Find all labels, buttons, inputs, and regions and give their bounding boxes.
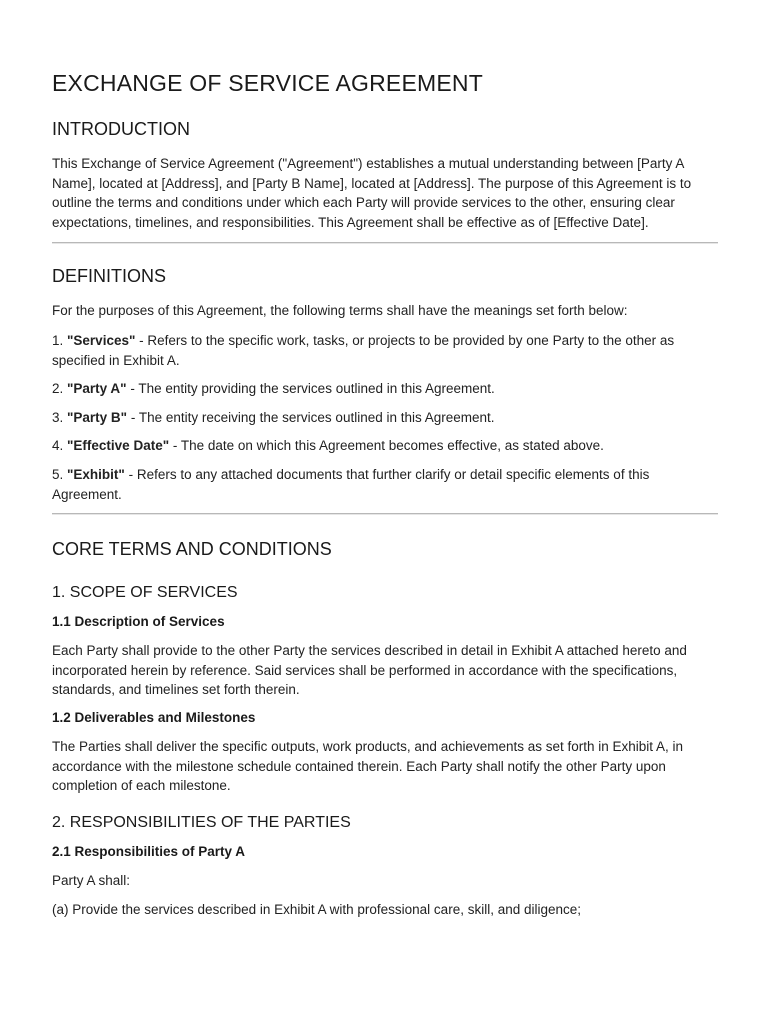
definition-term: "Services" bbox=[67, 332, 136, 348]
definitions-section bbox=[52, 266, 718, 504]
section-divider bbox=[52, 242, 718, 244]
definition-item bbox=[52, 436, 718, 456]
party-a-lead: Party A shall: bbox=[52, 872, 131, 888]
description-of-services-text: Each Party shall provide to the other Party the services described in detail in Exhibit A attached hereto and incorporated herein by reference. Said services shall be performed in accordance with the specifications, standards, and timelines set forth therein. bbox=[52, 643, 687, 698]
definition-item bbox=[52, 379, 718, 399]
definition-number: 1. bbox=[52, 332, 68, 348]
deliverables-text: The Parties shall deliver the specific outputs, work products, and achievements as set forth in Exhibit A, in accordance with the milestone schedule contained therein. Each Party shall notify the other Party upon completion of each milestone. bbox=[52, 738, 684, 794]
responsibilities-heading: 2. RESPONSIBILITIES OF THE PARTIES bbox=[52, 813, 351, 831]
definition-term: "Effective Date" bbox=[67, 438, 170, 454]
introduction-heading: INTRODUCTION bbox=[52, 119, 190, 139]
document-title: EXCHANGE OF SERVICE AGREEMENT bbox=[52, 70, 483, 96]
definition-number: 4. bbox=[52, 438, 68, 454]
definition-item bbox=[52, 465, 718, 504]
definition-item bbox=[52, 408, 718, 428]
core-terms-heading: CORE TERMS AND CONDITIONS bbox=[52, 539, 332, 560]
party-a-item-a: (a) Provide the services described in Exhibit A with professional care, skill, and diligence; bbox=[52, 902, 582, 918]
definitions-heading: DEFINITIONS bbox=[52, 266, 167, 287]
definition-text: - Refers to any attached documents that further clarify or detail specific elements of this Agreement. bbox=[52, 466, 650, 502]
definition-number: 2. bbox=[52, 381, 68, 397]
definition-text: - Refers to the specific work, tasks, or projects to be provided by one Party to the other as specified in Exhibit A. bbox=[52, 332, 675, 368]
introduction-text: This Exchange of Service Agreement ("Agreement") establishes a mutual understanding between [Party A Name], located at [Address], and [Party B Name], located at [Address]. The purpose of this Agreement is to outline the terms and conditions under which each Party will provide services to the other, ensuring clear expectations, timelines, and responsibilities. This Agreement shall be effective as of [Effective Date]. bbox=[52, 156, 692, 230]
introduction-section bbox=[52, 119, 718, 232]
definition-text: - The entity receiving the services outlined in this Agreement. bbox=[127, 409, 495, 425]
section-divider bbox=[52, 513, 718, 515]
definition-item bbox=[52, 331, 718, 370]
scope-heading: 1. SCOPE OF SERVICES bbox=[52, 584, 238, 602]
core-terms-section bbox=[52, 539, 718, 920]
definition-term: "Party A" bbox=[67, 381, 127, 397]
definitions-lead: For the purposes of this Agreement, the following terms shall have the meanings set forth below: bbox=[52, 303, 628, 319]
party-a-responsibilities-heading: 2.1 Responsibilities of Party A bbox=[52, 843, 246, 859]
definition-text: - The entity providing the services outlined in this Agreement. bbox=[126, 381, 495, 397]
definition-text: - The date on which this Agreement becomes effective, as stated above. bbox=[169, 438, 604, 454]
definition-number: 5. bbox=[52, 466, 68, 482]
description-of-services-heading: 1.1 Description of Services bbox=[52, 614, 225, 630]
definition-term: "Exhibit" bbox=[67, 466, 125, 482]
definition-term: "Party B" bbox=[67, 409, 128, 425]
deliverables-heading: 1.2 Deliverables and Milestones bbox=[52, 709, 256, 725]
definition-number: 3. bbox=[52, 409, 68, 425]
